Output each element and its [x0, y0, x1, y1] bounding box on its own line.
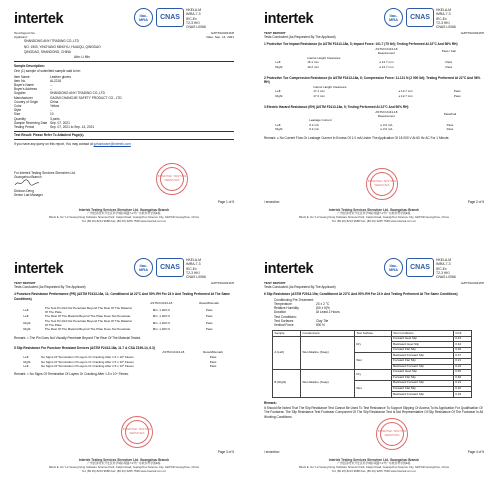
section-5-remark: Remark: = No Signs Of Termination Of Layers Or Cracking After 1.5 x 10⁶ Flexes. — [14, 372, 129, 377]
report-subtitle: Tests Conducted (As Requested By The Applicant) — [264, 285, 336, 290]
tests-content — [264, 31, 484, 141]
section-4-remark: Remark: = The Pin Does Not Visually Penetrate Beyond The Rear Of The Material Tested. — [14, 335, 142, 340]
table-row: Right: No Signs Of Termination Of Layers Or Cracking After 1.5 x 10⁶ Flexes Pass — [23, 359, 217, 364]
table-row: Forward Flat Slip 0.22 — [273, 386, 472, 392]
section-3-remark: Remark: ≤ No Current Flow Or Leakage Current In Excess Of 1.0 mA Under The Application Of 18 000 V At 60 Hz AC For 1 Minute. — [264, 135, 450, 140]
report-label: TEST REPORT — [264, 281, 286, 285]
report-label: TEST REPORT — [14, 281, 36, 285]
query-note: If you have any query on this report, You may contact at gzhardware@intertek.com — [14, 141, 131, 146]
table-row: Left: 17.1 mm ≥ 12.7 mm Pass — [275, 89, 461, 94]
ilac-mra-seal: ilac-MRA — [134, 8, 153, 27]
applicant-line: SHANDONG ANYI TRADING CO.,LTD — [24, 39, 79, 44]
table-row: Right: 0.2 mA ≤ 3.0 mA Pass — [275, 127, 454, 132]
table-row: Left: 0.2 mA ≤ 3.0 mA Pass — [275, 122, 454, 127]
cnas-seal: CNAS — [406, 8, 434, 27]
report-subtitle: Tests Conducted (As Requested By The Applicant) — [264, 35, 336, 40]
signer-title: Senior Lab Manager — [14, 192, 43, 197]
table-row: Forward Flat Slip 0.46 — [273, 375, 472, 381]
cnas-seal: CNAS — [156, 258, 184, 277]
slip-resistance-table: Sample Contaminant Test Surface Test Conditions COF A (Left) Wet Alkaline (Soap) Dry Forward Heel Slip 0.44 Backward Heel Slip 0.44 Forward Flat Slip 0.46 Wet Backward Forward Slip 0.47 Forward Flat Slip 0.21 Backward Forward Slip 0.24 B (Right) Wet Alkaline (Soap) Dry Forward Heel Slip 0.45 Forward Flat Slip 0.46 Wet Backward Forward Slip 0.21 Forward Flat Slip 0.22 Backward Forward Slip 0.23 — [272, 330, 472, 398]
page-footer: Intertek Testing Services Shenzhen Ltd. Guangzhou Branch 广州经济技术开发区科学城彩频路7-2号广东软件科学园E栋 Block E, No.7-2 Guang Dong Software Science Park, Caipin Road, Guangzhou Science City, GETDD Guangzhou, China Tel: (86 20) 8213 9688 Fax: (86 20) 3205 7538 www.intertek.com.cn — [49, 458, 199, 473]
cnas-seal: CNAS — [406, 258, 434, 277]
ilac-mra-seal: ilac-MRA — [384, 258, 403, 277]
company-stamp: INTERTEK TESTING SERVICES — [156, 163, 188, 195]
table-row: Left: No Signs Of Termination Of Layers Or Cracking After 1.5 x 10⁶ Flexes Pass — [23, 364, 217, 369]
remark-title: Remark: — [264, 400, 277, 405]
section-3-title: 3 Electric Hazard Resistance (EH) (ASTM F2413-18a, 9; Testing Performed At 22°C And 56% RH) — [264, 105, 409, 110]
section-6-title: 6 Slip Resistance (ASTM F2913-19a; Conditioned At 23°C And 50% RH For 24 h And Testing Performed At The Same Conditions) — [264, 292, 458, 297]
company-stamp: INTERTEK TESTING SERVICES — [121, 416, 153, 448]
section-5-title: 5 Slip Resistance For Puncture Resistant Devices (ASTM F2413-18a, 11.7 & CSA Z195-14, 6.3) — [14, 345, 155, 350]
section-label: / ensection — [264, 200, 280, 204]
accreditation-block: HKELA-M IMRA-7-3 IEC-Ex T2-3 HKI CNAS L0066 — [436, 8, 456, 29]
signer-name: Dickson Deng — [14, 188, 34, 193]
report-page-2 — [256, 3, 492, 239]
table-row: Forward Flat Slip 0.46 — [273, 347, 472, 353]
report-page-4 — [256, 253, 492, 489]
page-number: Page 4 of 5 — [467, 450, 484, 454]
table-row: Backward Forward Slip 0.23 — [273, 392, 472, 398]
attn: Attn: Li Min — [74, 55, 90, 60]
table-row: A (Left) Wet Alkaline (Soap) Dry Forward Heel Slip 0.44 — [273, 336, 472, 342]
intertek-logo: intertek — [14, 261, 64, 277]
company-stamp: INTERTEK TESTING SERVICES — [366, 168, 398, 200]
company-stamp: INTERTEK TESTING SERVICES — [376, 418, 408, 450]
table-row: Left: No Signs Of Termination Of Layers Or Cracking After 1.5 x 10⁶ Flexes Pass — [23, 355, 217, 360]
table-row: Backward Forward Slip 0.24 — [273, 364, 472, 370]
table-row: B (Right) Wet Alkaline (Soap) Dry Forward Heel Slip 0.45 — [273, 370, 472, 376]
section-2-table: Interior Height Clearance Left: 17.1 mm ≥ 12.7 mm Pass Right: 17.3 mm ≥ 12.7 mm Pass — [274, 85, 474, 99]
section-1-table: ASTM F2413-18 Requirement Pass / Fail Interior Height Clearance Left: 16.1 mm ≥ 12.7 mm Pass Right: 16.2 mm ≥ 12.7 mm Pass — [274, 48, 474, 70]
signature-block: For Intertek Testing Services Shenzhen Ltd. Guangzhou Branch Dickson Deng Senior Lab Manager — [14, 171, 76, 197]
table-row: Right: 17.3 mm ≥ 12.7 mm Pass — [275, 93, 461, 98]
applicant-line: QINGDAO, SHANDONG, CHINA — [24, 49, 71, 54]
table-row: Left: The Test Pin Did Not Penetrate Beyond The Rest Of The Material Of The Plate Min. 1 200 N Pass — [23, 305, 213, 314]
report-page-3 — [6, 253, 242, 489]
sample-text: One (1) sample of submitted sample said to be: — [14, 69, 81, 74]
table-row: Right: The Rest Of The Material Beyond The Plate Does Not Penetrate Min. 1 200 N Pass — [23, 327, 213, 332]
remark-text: It Should Be Noted That The Slip Resistance Test Cannot Be Used To Test Resistance To Support Slipping Or Access To Its Application For Qualification Of The Footwear. The Slip Resistance Test Footwear Component Of The Slip Resistance Test Is Not Representative Of Slip Resistance Of The Footwear In All Working Conditions. — [264, 406, 484, 419]
sample-intro: Sample Description: — [14, 63, 45, 68]
page-footer: Intertek Testing Services Shenzhen Ltd. Guangzhou Branch 广州经济技术开发区科学城彩频路7-2号广东软件科学园E栋 Block E, No.7-2 Guang Dong Software Science Park, Caipin Road, Guangzhou Science City, GETDD Guangzhou, China Tel: (86 20) 8213 9688 Fax: (86 20) 3205 7538 www.intertek.com.cn — [49, 208, 199, 223]
test-result-line: Test Result: Please Refer To Attached Page(s). — [14, 133, 85, 138]
report-page-1 — [6, 3, 242, 239]
sample-fields: Item Name Leather gloves Item No. AL2218 Buyer's Name -- Buyer's Address -- Supplier SHANDONG ANYI TRADING CO.,LTD Manufacturer GAOMI CHANGJIE SAFETY PRODUCT CO., LTD. Country of Origin China Color Yellow Style -- Size 10 Quantity 3 pairs Sample Receiving Date Sep. 07, 2021 Testing Period Sep. 07, 2021 to Sep. 14, 2021 — [14, 74, 123, 130]
section-5-table: ASTM F2413-18 Result/Remark Left: No Signs Of Termination Of Layers Or Cracking After 1.5 x 10⁶ Flexes Pass Right: No Signs Of Termination Of Layers Or Cracking After 1.5 x 10⁶ Flexes Pass Left: No Signs Of Termination Of Layers Or Cracking After 1.5 x 10⁶ Flexes Pass — [22, 351, 232, 369]
page-number: Page 1 of 5 — [217, 200, 234, 204]
tests-content — [264, 281, 484, 420]
table-row: Forward Flat Slip 0.21 — [273, 358, 472, 364]
section-label: / ensection — [264, 450, 280, 454]
report-no: GZHT9U00216H — [210, 281, 234, 285]
cnas-seal: CNAS — [156, 8, 184, 27]
report-header-content: Test Report No. GZHT9U00216H Applicant: Date: Sep. 14, 2021 SHANDONG ANYI TRADING CO.,LTD NO. 1500, YINGYANG MINGYU, HUAIQU, QINGDAO QINGDAO, SHANDONG, CHINA Attn: Li Min Sample Description: One (1) sample of submitted sample said to be: Item Name Leather gloves Item No. AL2218 Buyer's Name -- Buyer's Address -- Supplier SHANDONG ANYI TRADING CO.,LTD Manufacturer GAOMI CHANGJIE SAFETY PRODUCT CO., LTD. Country of Origin China Color Yellow Style -- Size 10 Quantity 3 pairs Sample Receiving Date Sep. 07, 2021 Testing Period Sep. 07, 2021 to Sep. 14, 2021 Test Result: Please Refer To Attached Page(s). If you have any query on this report, You may contact at gzhardware@intertek.com — [14, 31, 234, 146]
accreditation-block: HKELA-M IMRA-7-3 IEC-Ex T2-3 HKI CNAS L0066 — [436, 258, 456, 279]
report-no: GZHT9U00216H — [460, 31, 484, 35]
ilac-mra-seal: ilac-MRA — [134, 258, 153, 277]
ilac-mra-seal: ilac-MRA — [384, 8, 403, 27]
section-2-title: 2 Protective Toe Compression Resistance (In ASTM F2413-18a, 6; Compression Force: 11.121 N (2 500 lbf); Testing Performed At 22°C And 56% RH) — [264, 75, 481, 85]
table-row: Left: The Rest Of The Material Beyond The Plate Does Not Penetrate Min. 1 200 N Pass — [23, 314, 213, 319]
report-no: GZHT9U00216H — [210, 31, 234, 35]
intertek-logo: intertek — [264, 261, 314, 277]
report-no: GZHT9U00216H — [460, 281, 484, 285]
table-row: Backward Heel Slip 0.44 — [273, 342, 472, 348]
table-row: Right: The Test Pin Did Not Penetrate Beyond The Rest Of The Material Of The Plate Min. 1 200 N Pass — [23, 318, 213, 327]
page-footer: Intertek Testing Services Shenzhen Ltd. Guangzhou Branch 广州经济技术开发区科学城彩频路7-2号广东软件科学园E栋 Block E, No.7-2 Guang Dong Software Science Park, Caipin Road, Guangzhou Science City, GETDD Guangzhou, China Tel: (86 20) 8213 9688 Fax: (86 20) 3205 7538 www.intertek.com.cn — [299, 208, 449, 223]
signature-scribble — [14, 179, 40, 187]
report-date: Sep. 14, 2021 — [214, 35, 234, 40]
intertek-logo: intertek — [14, 11, 64, 27]
applicant-label: Applicant: — [14, 35, 28, 40]
report-label: TEST REPORT — [264, 31, 286, 35]
section-4-table: ASTM F2413-18 Result/Remark Left: The Test Pin Did Not Penetrate Beyond The Rest Of The Material Of The Plate Min. 1 200 N Pass Left: The Rest Of The Material Beyond The Plate Does Not Penetrate Min. 1 200 N Pass Right: The Test Pin Did Not Penetrate Beyond The Rest Of The Material Of The Plate Min. 1 200 N Pass Right: The Rest Of The Material Beyond The Plate Does Not Penetrate Min. 1 200 N Pass — [22, 302, 232, 333]
accreditation-block: HKELA-M IMRA-7-3 IEC-Ex T2-3 HKI CNAS L0066 — [186, 258, 206, 279]
intertek-logo: intertek — [264, 11, 314, 27]
table-row: Right: 16.2 mm ≥ 12.7 mm Pass — [275, 64, 453, 69]
page-number: Page 2 of 5 — [467, 200, 484, 204]
page-footer: Intertek Testing Services Shenzhen Ltd. Guangzhou Branch 广州经济技术开发区科学城彩频路7-2号广东软件科学园E栋 Block E, No.7-2 Guang Dong Software Science Park, Caipin Road, Guangzhou Science City, GETDD Guangzhou, China Tel: (86 20) 8213 9688 Fax: (86 20) 3205 7538 www.intertek.com.cn — [299, 458, 449, 473]
table-row: Wet Backward Forward Slip 0.47 — [273, 353, 472, 359]
test-conditions: Conditioning Pre-Treatment: Temperature 23 ± 2 °C Relative Humidity (50 ± 5)% Duration At Least 2 Hours Test Conditions: Test Surfaces Clay Tile Vertical Force 500 N — [274, 297, 340, 328]
query-email-link[interactable]: gzhardware@intertek.com — [93, 141, 131, 146]
accreditation-block: HKELA-M IMRA-7-3 IEC-Ex T2-3 HKI CNAS L0066 — [186, 8, 206, 29]
report-no-label: Test Report No. — [14, 31, 36, 35]
table-row: Left: 16.1 mm ≥ 12.7 mm Pass — [275, 60, 453, 65]
applicant-line: NO. 1500, YINGYANG MINGYU, HUAIQU, QINGDAO — [24, 44, 101, 49]
section-3-table: ASTM F2413-18 Requirement Pass/Fail Leakage Current Left: 0.2 mA ≤ 3.0 mA Pass Right: 0.2 mA ≤ 3.0 mA Pass — [274, 111, 474, 133]
section-4-title: 4 Puncture Resistance Performance (PR) (ASTM F2413-18a, 11; Conditioned At 22°C And 50% RH For 24 h And Testing Performed At The Same Conditions) — [14, 292, 230, 301]
tests-content — [14, 281, 234, 378]
section-1-title: 1 Protective Toe Impact Resistance (In ASTM F2413-18a, 5; Impact Force: 101.7 (75 lbf); Testing Performed At 22°C And 56% RH) — [264, 42, 458, 47]
table-row: Wet Backward Forward Slip 0.21 — [273, 381, 472, 387]
report-subtitle: Tests Conducted (As Requested By The Applicant) — [14, 285, 86, 290]
page-number: Page 3 of 5 — [217, 450, 234, 454]
